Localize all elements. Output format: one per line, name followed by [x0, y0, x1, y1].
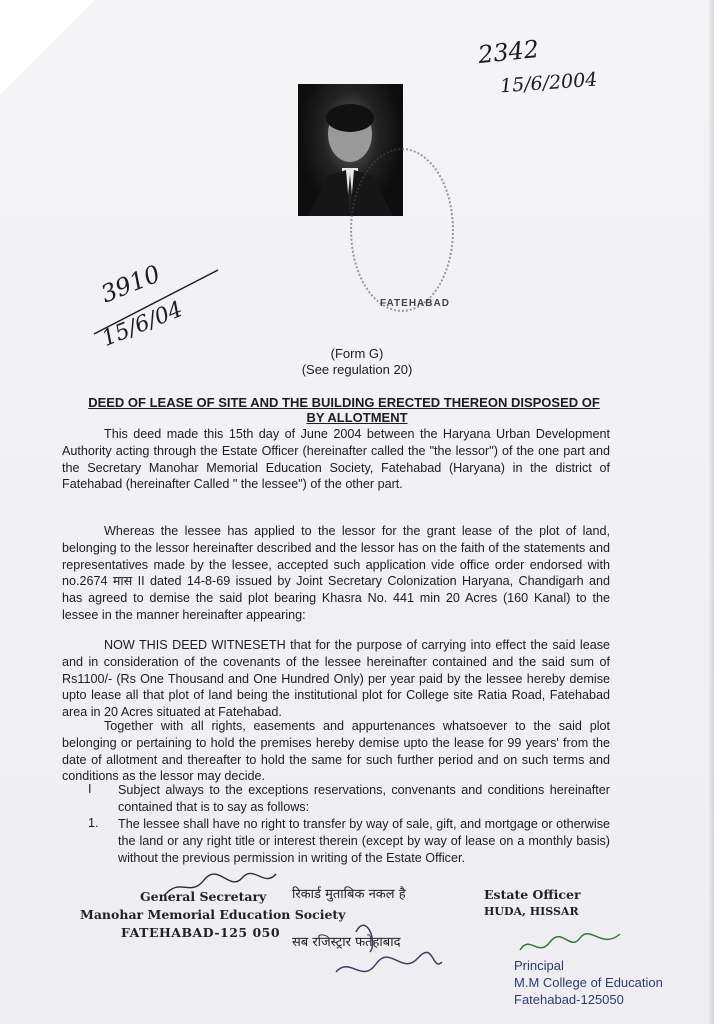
page-edge-shadow: [708, 0, 714, 1024]
form-label: (Form G): [330, 346, 384, 361]
estate-officer-title: Estate Officer: [484, 887, 581, 902]
office-seal-stamp: [350, 148, 454, 312]
folded-corner: [0, 0, 95, 95]
clause-roman-text: Subject always to the exceptions reservations, convenants and conditions hereinafter contained that is to say as follows:: [118, 783, 610, 814]
deed-title-line1: DEED OF LEASE OF SITE AND THE BUILDING ERECTED THEREON DISPOSED OF: [88, 395, 600, 410]
deed-paragraph-4: Together with all rights, easements and appurtenances whatsoever to the said plot belonging or pertaining to hold the premises hereby demise upto the lease for 99 years' from the date of allotment and thereafter to hold the same for such further period and on such terms and conditions as the lessor may decide.: [62, 719, 610, 784]
left-underline: [86, 259, 226, 342]
college-city: Fatehabad-125050: [514, 992, 624, 1007]
top-right-date: 15/6/2004: [499, 68, 599, 98]
deed-paragraph-3: NOW THIS DEED WITNESETH that for the purpose of carrying into effect the said lease and in consideration of the covenants of the lessee hereinafter contained and the said sum of Rs1100/- (Rs One Thousand and One Hundred Only) per year paid by the lessee hereby demise upto lease all that plot of land being the institutional plot for College site Ratia Road, Fatehabad area in 20 Acres situated at Fatehabad.: [62, 638, 610, 720]
college-name: M.M College of Education: [514, 975, 663, 990]
society-city: FATEHABAD-125 050: [121, 925, 281, 940]
copy-certification-stamp: रिकार्ड मुताबिक नकल है: [292, 887, 406, 902]
principal-title: Principal: [514, 958, 564, 973]
center-signature-scribble: [326, 912, 446, 992]
regulation-label: (See regulation 20): [301, 362, 413, 377]
clause-1-number: 1.: [88, 816, 99, 830]
left-number: 3910: [96, 259, 165, 309]
deed-paragraph-2: Whereas the lessee has applied to the lessor for the grant lease of the plot of land, belonging to the lessor hereinafter described and the lessor has on the faith of the statements and representatives made by the lessee, accepted such application vide office order endorsed with no.2674 मास II dated 14-8-69 issued by Joint Secretary Colonization Haryana, Chandigarh and has agreed to demise the said plot bearing Khasra No. 441 min 20 Acres (160 Kanal) to the lessee in the manner hereinafter appearing:: [62, 524, 610, 622]
estate-officer-office: HUDA, HISSAR: [484, 905, 579, 918]
general-secretary-title: General Secretary: [140, 889, 267, 904]
deed-paragraph-1: This deed made this 15th day of June 2004 between the Haryana Urban Development Authority acting through the Estate Officer (hereinafter called the "the lessor") of the one part and the Secretary Manohar Memorial Education Society, Fatehabad (Haryana) in the district of Fatehabad (hereinafter Called " the lessee") of the other part.: [62, 427, 610, 492]
deed-title-line2: BY ALLOTMENT: [306, 410, 408, 425]
top-right-number: 2342: [476, 34, 541, 70]
society-name: Manohar Memorial Education Society: [80, 907, 346, 922]
sub-registrar-stamp: सब रजिस्ट्रार फतेहाबाद: [292, 935, 401, 950]
clause-1-text: The lessee shall have no right to transfer by way of sale, gift, and mortgage or otherwise the land or any right title or interest therein (except by way of lease on a monthly basis) without the previous permission in writing of the Estate Officer.: [118, 817, 610, 865]
left-date: 15/6/04: [98, 297, 187, 352]
clause-roman-number: I: [88, 782, 92, 796]
principal-signature-scribble: [516, 928, 626, 962]
seal-text: FATEHABAD: [380, 298, 450, 309]
